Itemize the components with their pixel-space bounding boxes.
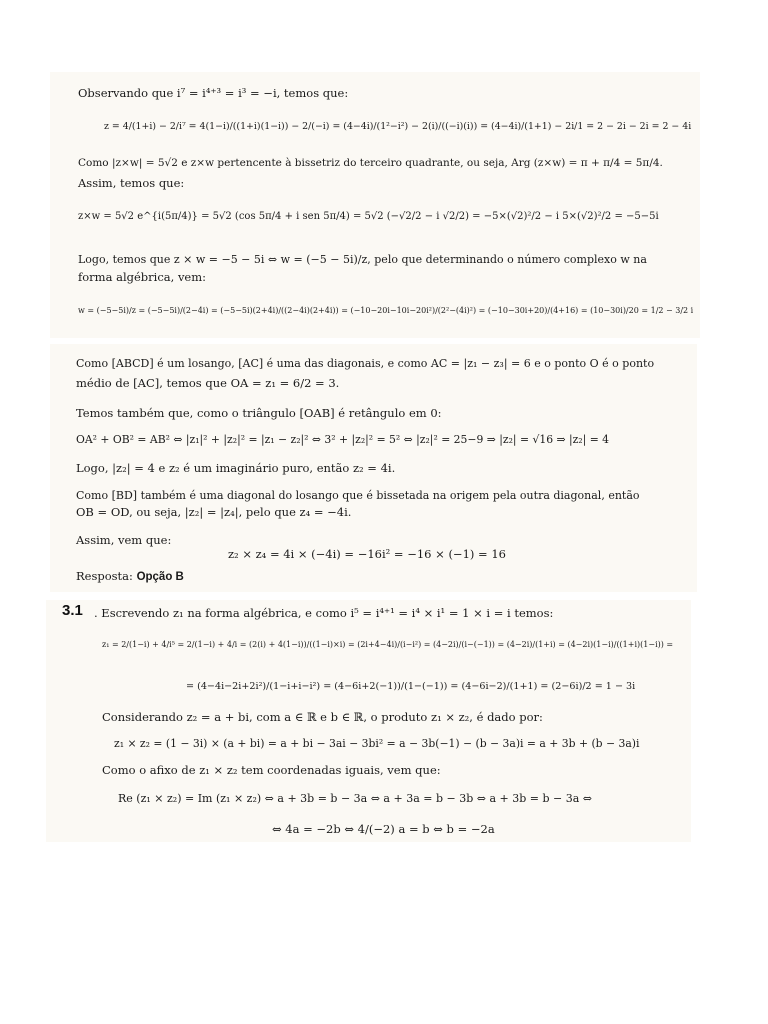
q1-equation-z: z = 4/(1+i) − 2/i⁷ = 4(1−i)/((1+i)(1−i)) − 2/(−i) = (4−4i)/(1²−i²) − 2(i)/((−i)(i)) = (4−4i)/(1+1) − 2i/1 = 2 − 2i − 2i = 2 − 4i [104, 121, 692, 132]
q3-line-1: . Escrevendo z₁ na forma algébrica, e como i⁵ = i⁴⁺¹ = i⁴ × i¹ = 1 × i = i temos: [94, 606, 554, 620]
q2-line-8: Assim, vem que: [76, 533, 172, 547]
q2-line-6: Como [BD] também é uma diagonal do losango que é bissetada na origem pela outra diagonal, então [76, 489, 640, 502]
q2-line-5: Logo, |z₂| = 4 e z₂ é um imaginário puro, então z₂ = 4i. [76, 461, 396, 475]
q2-answer-label: Resposta: [76, 569, 133, 583]
q1-intro: Observando que i⁷ = i⁴⁺³ = i³ = −i, temos que: [78, 86, 349, 100]
question-1-panel [50, 72, 700, 338]
q3-line-4: Considerando z₂ = a + bi, com a ∈ ℝ e b ∈ ℝ, o produto z₁ × z₂, é dado por: [102, 710, 543, 724]
q3-line-7: Re (z₁ × z₂) = Im (z₁ × z₂) ⇔ a + 3b = b − 3a ⇔ a + 3a = b − 3b ⇔ a + 3b = b − 3a ⇔ [118, 792, 592, 805]
q1-equation-w: w = (−5−5i)/z = (−5−5i)/(2−4i) = (−5−5i)(2+4i)/((2−4i)(2+4i)) = (−10−20i−10i−20i²)/(2²−(4i)²) = (−10−30i+20)/(4+16) = (10−30i)/20 = 1/2 − 3/2 i [78, 306, 694, 315]
q2-line-9: z₂ × z₄ = 4i × (−4i) = −16i² = −16 × (−1) = 16 [228, 547, 506, 561]
q2-line-3: Temos também que, como o triângulo [OAB] é retângulo em 0: [76, 406, 442, 420]
q2-answer [76, 569, 184, 584]
q1-logo-line-2: forma algébrica, vem: [78, 270, 207, 284]
q2-line-1: Como [ABCD] é um losango, [AC] é uma das diagonais, e como AC = |z₁ − z₃| = 6 e o ponto O é o ponto [76, 357, 655, 370]
q2-line-4: OA² + OB² = AB² ⇔ |z₁|² + |z₂|² = |z₁ − z₂|² ⇔ 3² + |z₂|² = 5² ⇔ |z₂|² = 25−9 ⇒ |z₂| = √16 ⇒ |z₂| = 4 [76, 433, 610, 446]
q1-logo-line-1: Logo, temos que z × w = −5 − 5i ⇔ w = (−5 − 5i)/z, pelo que determinando o número complexo w na [78, 253, 647, 266]
q3-line-8: ⇔ 4a = −2b ⇔ 4/(−2) a = b ⇔ b = −2a [272, 822, 495, 836]
q1-equation-zw: z×w = 5√2 e^{i(5π/4)} = 5√2 (cos 5π/4 + i sen 5π/4) = 5√2 (−√2/2 − i √2/2) = −5×(√2)²/2 − i 5×(√2)²/2 = −5−5i [78, 211, 659, 222]
q2-answer-value: Opção B [136, 571, 184, 583]
q1-line-como: Como |z×w| = 5√2 e z×w pertencente à bissetriz do terceiro quadrante, ou seja, Arg (z×w) = π + π/4 = 5π/4. [78, 157, 663, 169]
question-2-panel [50, 344, 697, 592]
question-3-1-number: 3.1 [62, 602, 83, 619]
q2-line-2: médio de [AC], temos que OA = z₁ = 6/2 = 3. [76, 376, 340, 390]
q3-line-2: z₁ = 2/(1−i) + 4/i⁵ = 2/(1−i) + 4/i = (2(i) + 4(1−i))/((1−i)×i) = (2i+4−4i)/(i−i²) = (4−2i)/(i−(−1)) = (4−2i)/(1+i) = (4−2i)(1−i)/((1+i)(1−i)) = [102, 640, 674, 649]
q3-line-3: = (4−4i−2i+2i²)/(1−i+i−i²) = (4−6i+2(−1))/(1−(−1)) = (4−6i−2)/(1+1) = (2−6i)/2 = 1 − 3i [186, 681, 636, 692]
q2-line-7: OB = OD, ou seja, |z₂| = |z₄|, pelo que z₄ = −4i. [76, 505, 352, 519]
q3-line-5: z₁ × z₂ = (1 − 3i) × (a + bi) = a + bi − 3ai − 3bi² = a − 3b(−1) − (b − 3a)i = a + 3b + (b − 3a)i [114, 737, 640, 750]
q3-line-6: Como o afixo de z₁ × z₂ tem coordenadas iguais, vem que: [102, 763, 441, 777]
q1-assim: Assim, temos que: [78, 176, 185, 190]
question-3-panel [46, 600, 691, 842]
